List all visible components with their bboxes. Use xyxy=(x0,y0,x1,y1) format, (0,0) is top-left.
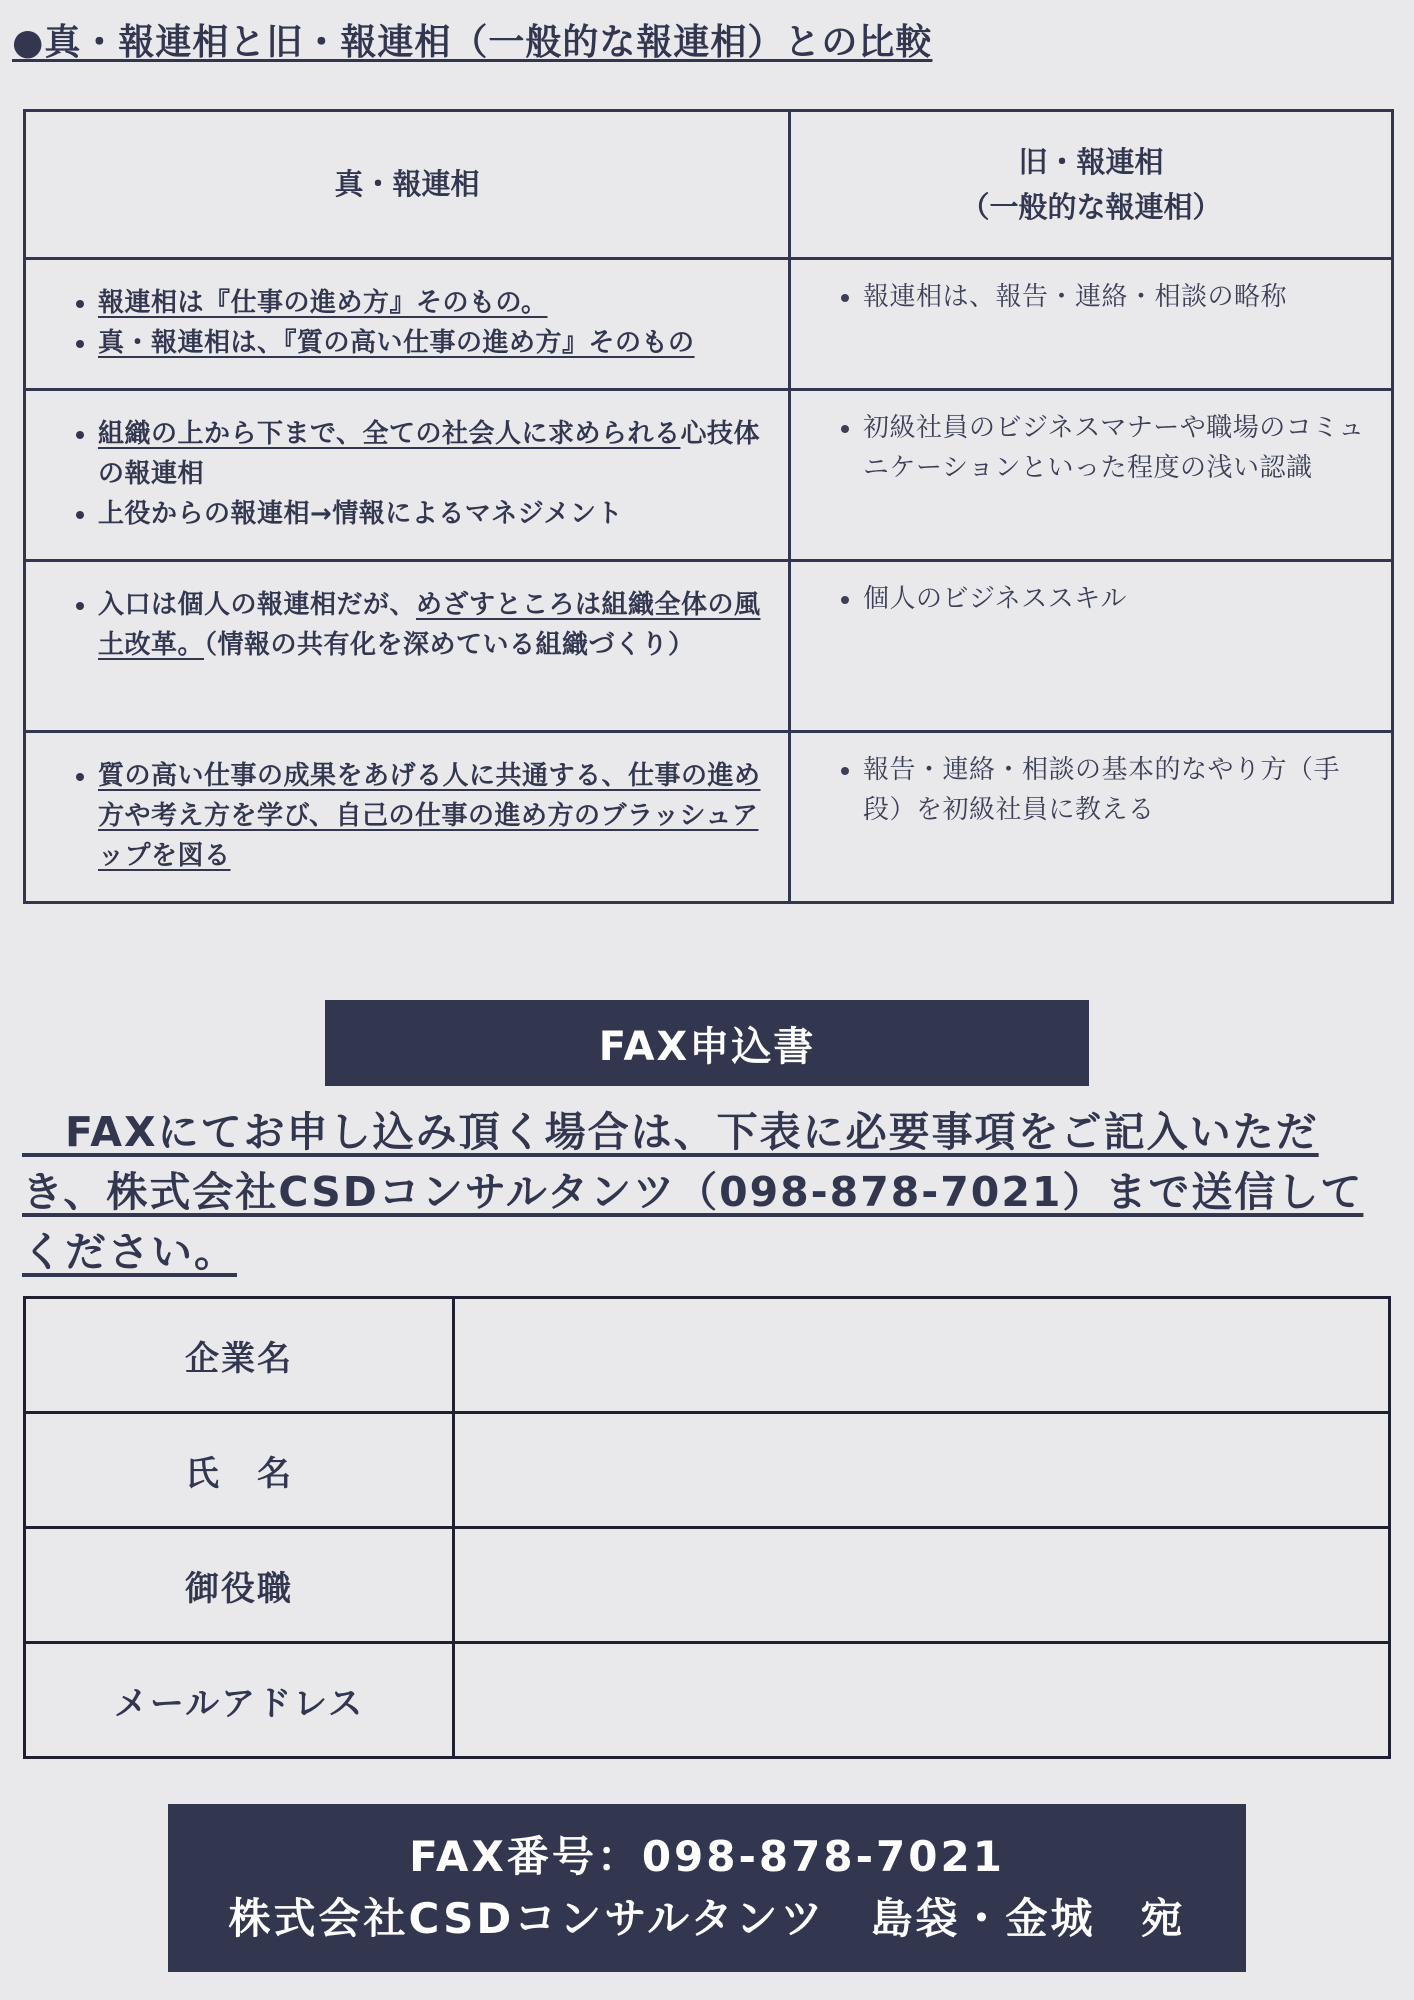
form-body xyxy=(25,1298,1390,1758)
comparison-row xyxy=(25,259,1393,390)
true-horenso-item-text: 上役からの報連相→情報によるマネジメント xyxy=(98,499,624,529)
old-horenso-item: • 初級社員のビジネスマナーや職場のコミュニケーションといった程度の浅い認識 xyxy=(863,408,1367,488)
form-row xyxy=(25,1643,1390,1758)
old-horenso-list xyxy=(791,562,1391,619)
true-horenso-cell xyxy=(25,732,790,903)
true-horenso-item-text: 真・報連相は、『質の高い仕事の進め方』そのもの xyxy=(98,328,695,358)
true-horenso-item xyxy=(98,494,764,534)
true-horenso-cell xyxy=(25,390,790,561)
form-field-label: 企業名 xyxy=(25,1298,454,1413)
form-row xyxy=(25,1413,1390,1528)
true-horenso-item xyxy=(98,283,764,323)
header-old-horenso-line1: 旧・報連相 xyxy=(1018,144,1164,179)
true-horenso-item-text: 組織の上から下まで、全ての社会人に求められる xyxy=(98,419,681,449)
fax-application-banner: FAX申込書 xyxy=(325,1000,1089,1086)
form-field-input[interactable] xyxy=(454,1643,1390,1758)
true-horenso-item-text: 心技体の報連相 xyxy=(98,419,760,489)
section-title: ●真・報連相と旧・報連相（一般的な報連相）との比較 xyxy=(12,22,933,63)
comparison-header-row xyxy=(25,111,1393,259)
true-horenso-item xyxy=(98,756,764,876)
old-horenso-item: • 個人のビジネススキル xyxy=(863,579,1367,619)
true-horenso-list xyxy=(26,733,788,876)
header-old-horenso xyxy=(790,111,1393,259)
true-horenso-cell xyxy=(25,259,790,390)
fax-instruction-text: FAXにてお申し込み頂く場合は、下表に必要事項をご記入いただき、株式会社CSDコンサルタンツ（098-878-7021）まで送信してください。 xyxy=(22,1108,1364,1276)
old-horenso-cell xyxy=(790,561,1393,732)
true-horenso-cell xyxy=(25,561,790,732)
header-old-horenso-line2: （一般的な報連相） xyxy=(960,189,1222,224)
true-horenso-list xyxy=(26,260,788,363)
old-horenso-list xyxy=(791,391,1391,488)
true-horenso-list xyxy=(26,562,788,665)
comparison-row xyxy=(25,561,1393,732)
old-horenso-list xyxy=(791,260,1391,317)
old-horenso-cell xyxy=(790,390,1393,561)
form-field-label: メールアドレス xyxy=(25,1643,454,1758)
old-horenso-cell xyxy=(790,259,1393,390)
application-form-table xyxy=(23,1296,1391,1759)
recipient-line: 株式会社CSDコンサルタンツ 島袋・金城 宛 xyxy=(228,1894,1186,1943)
comparison-row xyxy=(25,732,1393,903)
comparison-body xyxy=(25,259,1393,903)
true-horenso-item-text: （情報の共有化を深めている組織づくり） xyxy=(204,630,695,660)
form-field-input[interactable] xyxy=(454,1413,1390,1528)
true-horenso-item-text: 入口は個人の報連相だが、 xyxy=(98,590,417,620)
old-horenso-list xyxy=(791,733,1391,830)
form-row xyxy=(25,1298,1390,1413)
fax-number-line: FAX番号：098-878-7021 xyxy=(409,1832,1005,1881)
true-horenso-item-text: 質の高い仕事の成果をあげる人に共通する、仕事の進め方や考え方を学び、自己の仕事の進め方のブラッシュアップを図る xyxy=(98,761,761,871)
form-field-label: 御役職 xyxy=(25,1528,454,1643)
form-field-label: 氏 名 xyxy=(25,1413,454,1528)
old-horenso-item: • 報告・連絡・相談の基本的なやり方（手段）を初級社員に教える xyxy=(863,750,1367,830)
header-true-horenso: 真・報連相 xyxy=(25,111,790,259)
form-field-input[interactable] xyxy=(454,1528,1390,1643)
comparison-row xyxy=(25,390,1393,561)
form-row xyxy=(25,1528,1390,1643)
true-horenso-item xyxy=(98,323,764,363)
true-horenso-item xyxy=(98,585,764,665)
true-horenso-item-text: 報連相は『仕事の進め方』そのもの。 xyxy=(98,288,548,318)
true-horenso-item-text: めざすところは組織全体の風土改革。 xyxy=(98,590,761,660)
true-horenso-list xyxy=(26,391,788,534)
old-horenso-cell xyxy=(790,732,1393,903)
true-horenso-item xyxy=(98,414,764,494)
form-field-input[interactable] xyxy=(454,1298,1390,1413)
old-horenso-item: • 報連相は、報告・連絡・相談の略称 xyxy=(863,277,1367,317)
fax-contact-box xyxy=(168,1804,1246,1972)
comparison-table xyxy=(23,109,1394,904)
